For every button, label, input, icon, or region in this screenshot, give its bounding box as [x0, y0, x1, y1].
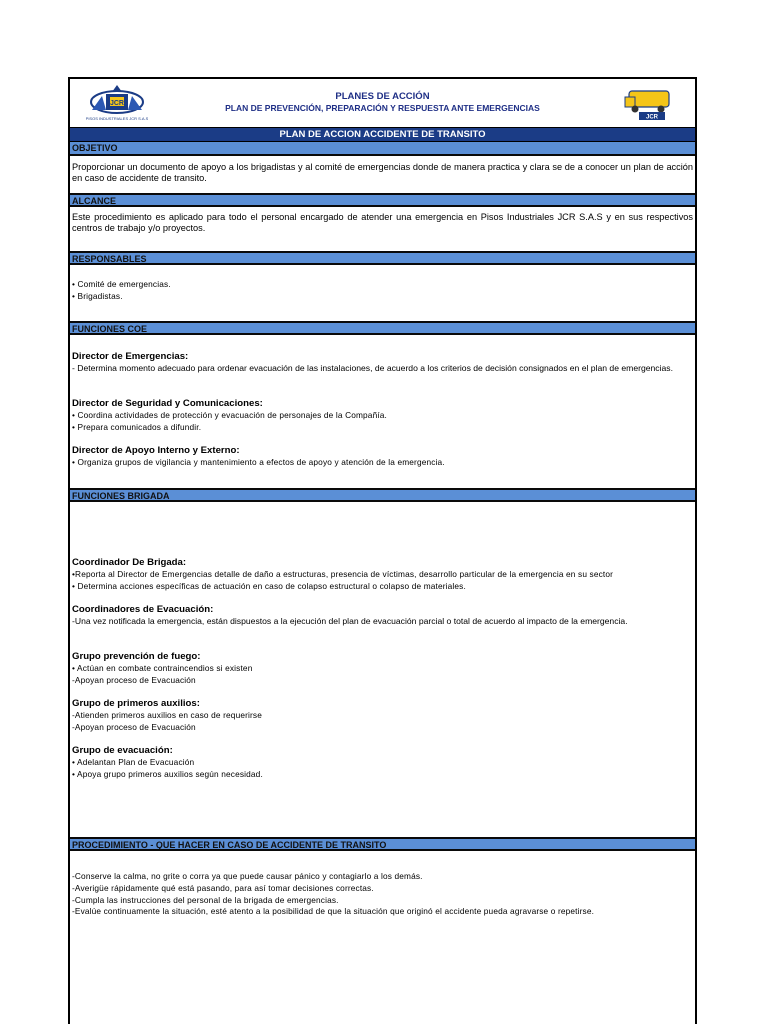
role-line: -Una vez notificada la emergencia, están dispuestos a la ejecución del plan de evacuación parcial o total de acuerdo al impacto de la emergencia.	[72, 616, 628, 626]
role-line: - Determina momento adecuado para ordenar evacuación de las instalaciones, de acuerdo a los criterios de decisión consignados en el plan de emergencias.	[72, 363, 673, 373]
section-funciones-brigada-header: FUNCIONES BRIGADA	[70, 488, 695, 502]
section-procedimiento-header: PROCEDIMIENTO - QUE HACER EN CASO DE ACCIDENTE DE TRANSITO	[70, 837, 695, 851]
role-title: Coordinadores de Evacuación:	[72, 604, 214, 615]
role-title: Grupo prevención de fuego:	[72, 651, 201, 662]
header-title: PLANES DE ACCIÓN	[335, 91, 430, 102]
role-title: Grupo de evacuación:	[72, 745, 173, 756]
section-funciones-coe-header: FUNCIONES COE	[70, 321, 695, 335]
header-subtitle: PLAN DE PREVENCIÓN, PREPARACIÓN Y RESPUESTA ANTE EMERGENCIAS	[225, 103, 540, 113]
section-responsables-header: RESPONSABLES	[70, 251, 695, 265]
role-line: • Apoya grupo primeros auxilios según necesidad.	[72, 768, 263, 779]
document-sheet	[68, 77, 697, 1024]
list-item: -Cumpla las instrucciones del personal de la brigada de emergencias.	[72, 894, 339, 905]
role-title: Director de Emergencias:	[72, 351, 189, 362]
section-funciones-brigada-body	[70, 502, 695, 837]
role-line: • Organiza grupos de vigilancia y mantenimiento a efectos de apoyo y atención de la emergencia.	[72, 457, 445, 467]
role-title: Director de Apoyo Interno y Externo:	[72, 445, 240, 456]
alcance-text: Este procedimiento es aplicado para todo el personal encargado de atender una emergencia en Pisos Industriales JCR S.A.S y en sus respectivos centros de trabajo y/o proyectos.	[72, 212, 693, 233]
role-line: • Adelantan Plan de Evacuación	[72, 757, 195, 767]
role-line: -Apoyan proceso de Evacuación	[72, 721, 196, 732]
section-objetivo-body	[70, 156, 695, 193]
role-line: • Coordina actividades de protección y evacuación de personajes de la Compañía.	[72, 410, 388, 420]
section-funciones-coe-body	[70, 335, 695, 488]
role-title: Grupo de primeros auxilios:	[72, 698, 200, 709]
section-alcance-body	[70, 207, 695, 251]
jcr-truck-logo	[621, 83, 681, 123]
section-objetivo-header: OBJETIVO	[70, 142, 695, 156]
svg-text:PISOS INDUSTRIALES JCR S.A.S: PISOS INDUSTRIALES JCR S.A.S	[86, 116, 148, 121]
role-line: • Prepara comunicados a difundir.	[72, 421, 202, 432]
role-line: • Actúan en combate contraincendios si existen	[72, 663, 253, 673]
objetivo-text: Proporcionar un documento de apoyo a los brigadistas y al comité de emergencias donde de manera practica y clara se de a conocer un plan de acción en caso de accidente de transito.	[72, 162, 693, 183]
role-line: •Reporta al Director de Emergencias detalle de daño a estructuras, presencia de víctimas, desarrollo particular de la emergencia en su sector	[72, 569, 614, 579]
list-item: -Evalúe continuamente la situación, esté atento a la posibilidad de que la situación que originó el accidente pueda agravarse o repetirse.	[72, 906, 595, 917]
role-line: • Determina acciones específicas de actuación en caso de colapso estructural o colapso de materiales.	[72, 580, 466, 591]
section-procedimiento-body	[70, 851, 695, 971]
list-item: -Averigüe rápidamente qué está pasando, para así tomar decisiones correctas.	[72, 882, 374, 893]
role-line: -Apoyan proceso de Evacuación	[72, 674, 196, 685]
role-line: -Atienden primeros auxilios en caso de requerirse	[72, 710, 262, 720]
section-responsables-body	[70, 265, 695, 321]
role-title: Coordinador De Brigada:	[72, 557, 187, 568]
plan-title-bar: PLAN DE ACCION ACCIDENTE DE TRANSITO	[70, 128, 695, 142]
svg-text:JCR: JCR	[109, 100, 125, 107]
section-alcance-header: ALCANCE	[70, 193, 695, 207]
svg-text:JCR: JCR	[645, 114, 659, 121]
list-item: • Comité de emergencias.	[72, 279, 171, 289]
list-item: • Brigadistas.	[72, 290, 123, 301]
list-item: -Conserve la calma, no grite o corra ya que puede causar pánico y contagiarlo a los demás.	[72, 871, 423, 881]
document-header	[70, 79, 695, 128]
role-title: Director de Seguridad y Comunicaciones:	[72, 398, 263, 409]
